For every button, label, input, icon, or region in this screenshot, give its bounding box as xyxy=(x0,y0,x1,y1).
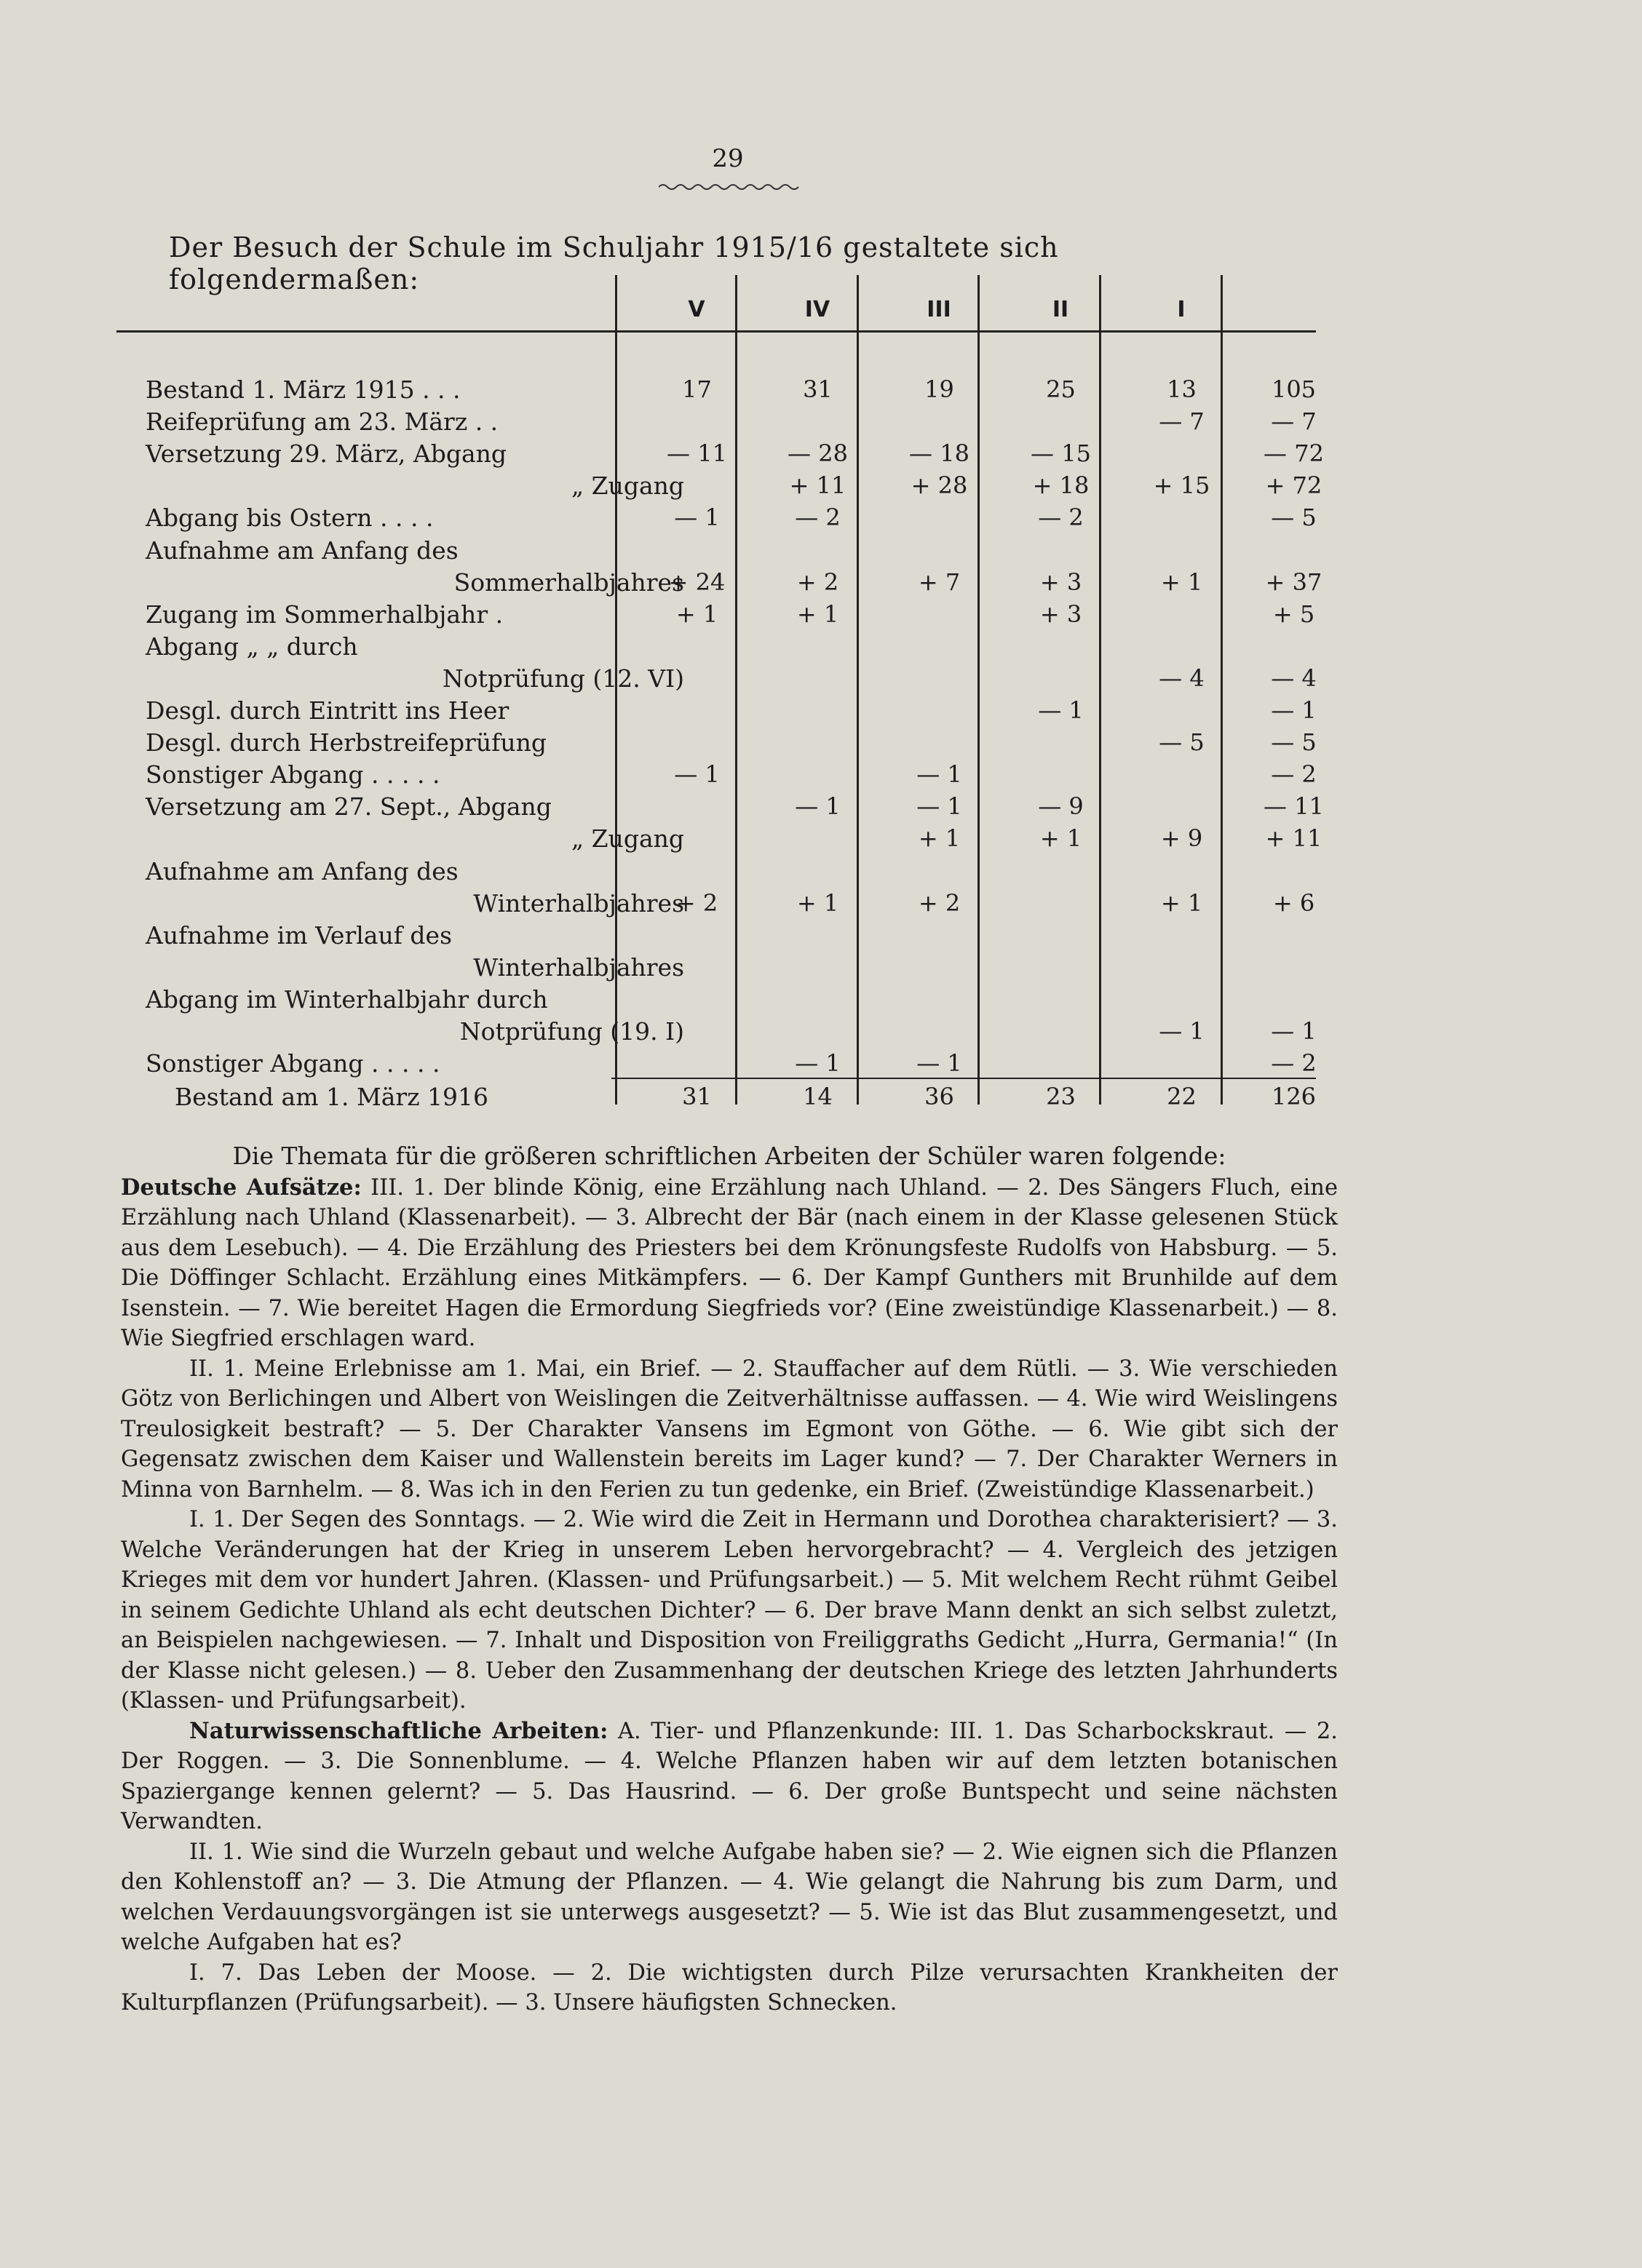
natur-III-paragraph xyxy=(121,1716,1338,1837)
total-cell: 22 xyxy=(1167,1083,1197,1110)
table-row xyxy=(109,792,1324,821)
table-cell: + 37 xyxy=(1265,568,1322,596)
row-label: Aufnahme im Verlauf des xyxy=(146,920,453,950)
table-cell: 31 xyxy=(803,375,833,403)
attendance-table xyxy=(109,275,1324,1119)
total-label: Bestand am 1. März 1916 xyxy=(175,1083,489,1111)
row-label: Bestand 1. März 1915 . . . xyxy=(146,375,461,404)
table-row xyxy=(109,1049,1317,1078)
table-cell: 105 xyxy=(1271,375,1317,403)
column-header-iv: IV xyxy=(804,297,830,322)
table-row xyxy=(109,536,1317,565)
table-row xyxy=(109,921,1317,950)
table-cell: + 1 xyxy=(796,600,839,628)
total-cell: 14 xyxy=(803,1083,833,1110)
row-label: Notprüfung (12. VI) xyxy=(442,664,684,693)
deutsch-II-paragraph: II. 1. Meine Erlebnisse am 1. Mai, ein Brief. — 2. Stauffacher auf dem Rütli. — 3. Wie verschieden Götz von Berlichingen und Albert von Weislingen die Zeitverhältnisse auffassen. — 4. Wie wird Weislingens Treulosigkeit bestraft? — 5. Der Charakter Vansens im Egmont von Göthe. — 6. Wie gibt sich der Gegensatz zwischen dem Kaiser und Wallenstein bereits im Lager kund? — 7. Der Charakter Werners in Minna von Barnhelm. — 8. Was ich in den Ferien zu tun gedenke, ein Brief. (Zweistündige Klassenarbeit.) xyxy=(121,1356,1338,1503)
row-label: Versetzung 29. März, Abgang xyxy=(146,439,507,469)
table-cell: — 5 xyxy=(1271,504,1317,532)
table-cell: 17 xyxy=(682,375,712,403)
table-row xyxy=(109,985,1317,1014)
table-row xyxy=(109,953,1317,982)
natur-II-paragraph: II. 1. Wie sind die Wurzeln gebaut und welche Aufgabe haben sie? — 2. Wie eignen sich die Pflanzen den Kohlenstoff an? — 3. Die Atmung der Pflanzen. — 4. Wie gelangt die Nahrung bis zum Darm, und welchen Verdauungsvorgängen ist sie unterwegs ausgesetzt? — 5. Wie ist das Blut zusammengesetzt, und welche Aufgaben hat es? xyxy=(121,1839,1338,1955)
table-row xyxy=(109,857,1317,886)
table-cell: — 7 xyxy=(1271,407,1317,436)
table-cell: — 72 xyxy=(1264,439,1324,468)
column-header-ii: II xyxy=(1052,297,1069,322)
row-label: Abgang „ „ durch xyxy=(146,632,358,661)
page-heading: Der Besuch der Schule im Schuljahr 1915/16 gestaltete sich folgendermaßen: xyxy=(169,231,1059,295)
total-cell: 126 xyxy=(1271,1083,1317,1110)
table-cell: + 28 xyxy=(911,471,968,500)
table-cell: — 5 xyxy=(1271,728,1317,757)
table-cell: — 1 xyxy=(795,1049,841,1078)
table-cell: + 1 xyxy=(1160,568,1203,596)
row-label: Sonstiger Abgang . . . . . xyxy=(146,1049,440,1078)
table-cell: + 1 xyxy=(1160,888,1203,917)
table-cell: — 2 xyxy=(1271,1049,1317,1078)
table-cell: 25 xyxy=(1046,375,1076,403)
table-cell: + 72 xyxy=(1265,471,1322,500)
row-label: Reifeprüfung am 23. März . . xyxy=(146,407,499,437)
table-row xyxy=(109,824,1322,854)
total-cell: 31 xyxy=(682,1083,712,1110)
table-row xyxy=(109,600,1317,629)
themes-text xyxy=(121,1141,1338,2018)
table-cell: + 5 xyxy=(1272,600,1315,628)
table-header-rule xyxy=(116,330,1316,333)
table-row xyxy=(109,728,1317,757)
row-label: Abgang im Winterhalbjahr durch xyxy=(146,984,548,1014)
table-cell: + 11 xyxy=(1265,824,1322,853)
natur-I-paragraph: I. 7. Das Leben der Moose. — 2. Die wichtigsten durch Pilze verursachten Krankheiten der Kulturpflanzen (Prüfungsarbeit). — 3. Unsere häufigsten Schnecken. xyxy=(121,1959,1338,2016)
table-cell: + 1 xyxy=(1039,824,1082,853)
row-label: Zugang im Sommerhalbjahr . xyxy=(146,600,504,629)
table-cell: — 15 xyxy=(1031,439,1091,468)
table-cell: — 2 xyxy=(1271,760,1317,789)
table-row xyxy=(109,632,1317,661)
table-cell: — 11 xyxy=(1264,792,1324,821)
row-label: Winterhalbjahres xyxy=(473,888,684,918)
row-label: Versetzung am 27. Sept., Abgang xyxy=(146,792,552,821)
row-label: Winterhalbjahres xyxy=(473,952,684,982)
table-cell: — 7 xyxy=(1159,407,1205,436)
table-cell: + 1 xyxy=(675,600,718,628)
deutsch-I-paragraph: I. 1. Der Segen des Sonntags. — 2. Wie wird die Zeit in Hermann und Dorothea charakterisiert? — 3. Welche Veränderungen hat der Krieg in unserem Leben hervorgebracht? — 4. Vergleich des jetzigen Krieges mit dem vor hundert Jahren. (Klassen- und Prüfungsarbeit.) — 5. Mit welchem Recht rühmt Geibel in seinem Gedichte Uhland als echt deutschen Dichter? — 6. Der brave Mann denkt an sich selbst zuletzt, an Beispielen nachgewiesen. — 7. Inhalt und Disposition von Freiliggraths Gedicht „Hurra, Germania!“ (In der Klasse nicht gelesen.) — 8. Ueber den Zusammenhang der deutschen Kriege des letzten Jahrhunderts (Klassen- und Prüfungsarbeit). xyxy=(121,1507,1338,1714)
table-cell: + 11 xyxy=(789,471,846,500)
table-cell: — 5 xyxy=(1159,728,1205,757)
row-label: Aufnahme am Anfang des xyxy=(146,856,459,886)
row-label: Sonstiger Abgang . . . . . xyxy=(146,760,440,789)
table-cell: — 4 xyxy=(1159,664,1205,692)
table-cell: — 4 xyxy=(1271,664,1317,692)
total-cell: 36 xyxy=(924,1083,954,1110)
table-row xyxy=(109,504,1317,533)
row-label: Notprüfung (19. I) xyxy=(459,1017,684,1046)
table-row xyxy=(109,568,1322,597)
table-cell: + 3 xyxy=(1039,568,1082,596)
table-cell: — 2 xyxy=(1038,504,1084,532)
ornament-squiggle xyxy=(659,182,804,192)
total-cell: 23 xyxy=(1046,1083,1076,1110)
table-cell: + 1 xyxy=(918,824,961,853)
table-cell: + 7 xyxy=(918,568,961,596)
table-row xyxy=(109,1017,1317,1046)
table-row xyxy=(109,889,1317,918)
table-cell: + 1 xyxy=(796,888,839,917)
table-cell: — 1 xyxy=(795,792,841,821)
table-cell: 13 xyxy=(1167,375,1197,403)
natur-heading: Naturwissenschaftliche Arbeiten: xyxy=(189,1717,608,1744)
table-cell: — 1 xyxy=(916,792,962,821)
natur-III-text: A. Tier- und Pflanzenkunde: III. 1. Das Scharbockskraut. — 2. Der Roggen. — 3. Die Sonnenblume. — 4. Welche Pflanzen haben wir auf dem letzten botanischen Spaziergange kennen gelernt? — 5. Das Hausrind. — 6. Der große Buntspecht und seine nächsten Verwandten. xyxy=(121,1718,1338,1834)
deutsch-III-paragraph xyxy=(121,1173,1338,1354)
table-cell: + 9 xyxy=(1160,824,1203,853)
table-row xyxy=(109,407,1317,437)
table-cell: — 11 xyxy=(667,439,727,468)
table-row xyxy=(109,760,1317,789)
table-cell: + 2 xyxy=(918,888,961,917)
table-cell: — 1 xyxy=(1159,1017,1205,1045)
column-header-iii: III xyxy=(927,297,951,322)
table-cell: + 6 xyxy=(1272,888,1315,917)
table-cell: — 1 xyxy=(1271,696,1317,724)
table-row xyxy=(109,471,1322,501)
table-row xyxy=(109,439,1324,469)
table-cell: — 1 xyxy=(1038,696,1084,724)
table-row xyxy=(109,696,1317,725)
row-label: Desgl. durch Herbstreifeprüfung xyxy=(146,728,547,757)
table-cell: + 18 xyxy=(1032,471,1090,500)
column-header-i: I xyxy=(1177,297,1186,322)
column-header-v: V xyxy=(688,297,705,322)
table-cell: + 2 xyxy=(796,568,839,596)
table-row xyxy=(109,375,1317,405)
deutsch-heading: Deutsche Aufsätze: xyxy=(121,1174,362,1201)
table-cell: + 3 xyxy=(1039,600,1082,628)
table-cell: — 1 xyxy=(916,760,962,789)
row-label: „ Zugang xyxy=(571,471,684,501)
deutsch-III-text: III. 1. Der blinde König, eine Erzählung nach Uhland. — 2. Des Sängers Fluch, eine Erzählung nach Uhland (Klassenarbeit). — 3. Albrecht der Bär (nach einem in der Klasse gelesenen Stück aus dem Lesebuch). — 4. Die Erzählung des Priesters bei dem Krönungsfeste Rudolfs von Habsburg. — 5. Die Döffinger Schlacht. Erzählung eines Mitkämpfers. — 6. Der Kampf Gunthers mit Brunhilde auf dem Isenstein. — 7. Wie bereitet Hagen die Ermordung Siegfrieds vor? (Eine zweistündige Klassenarbeit.) — 8. Wie Siegfried erschlagen ward. xyxy=(121,1174,1338,1351)
table-cell: — 9 xyxy=(1038,792,1084,821)
table-cell: — 1 xyxy=(1271,1017,1317,1045)
table-cell: — 2 xyxy=(795,504,841,532)
table-cell: — 1 xyxy=(674,504,720,532)
row-label: Abgang bis Ostern . . . . xyxy=(146,504,434,533)
table-cell: — 28 xyxy=(788,439,848,468)
table-row xyxy=(109,664,1317,693)
table-cell: + 15 xyxy=(1153,471,1210,500)
themes-intro: Die Themata für die größeren schriftlichen Arbeiten der Schüler waren folgende: xyxy=(232,1142,1226,1170)
table-cell: — 1 xyxy=(674,760,720,789)
table-total-row xyxy=(109,1083,1317,1112)
table-cell: 19 xyxy=(924,375,954,403)
page-number: 29 xyxy=(712,144,744,173)
table-cell: — 18 xyxy=(909,439,969,468)
table-cell: + 24 xyxy=(668,568,726,596)
row-label: Aufnahme am Anfang des xyxy=(146,536,459,565)
row-label: Desgl. durch Eintritt ins Heer xyxy=(146,696,509,725)
row-label: „ Zugang xyxy=(571,824,684,854)
row-label: Sommerhalbjahres xyxy=(453,568,684,597)
table-cell: — 1 xyxy=(916,1049,962,1078)
table-cell: + 2 xyxy=(675,888,718,917)
